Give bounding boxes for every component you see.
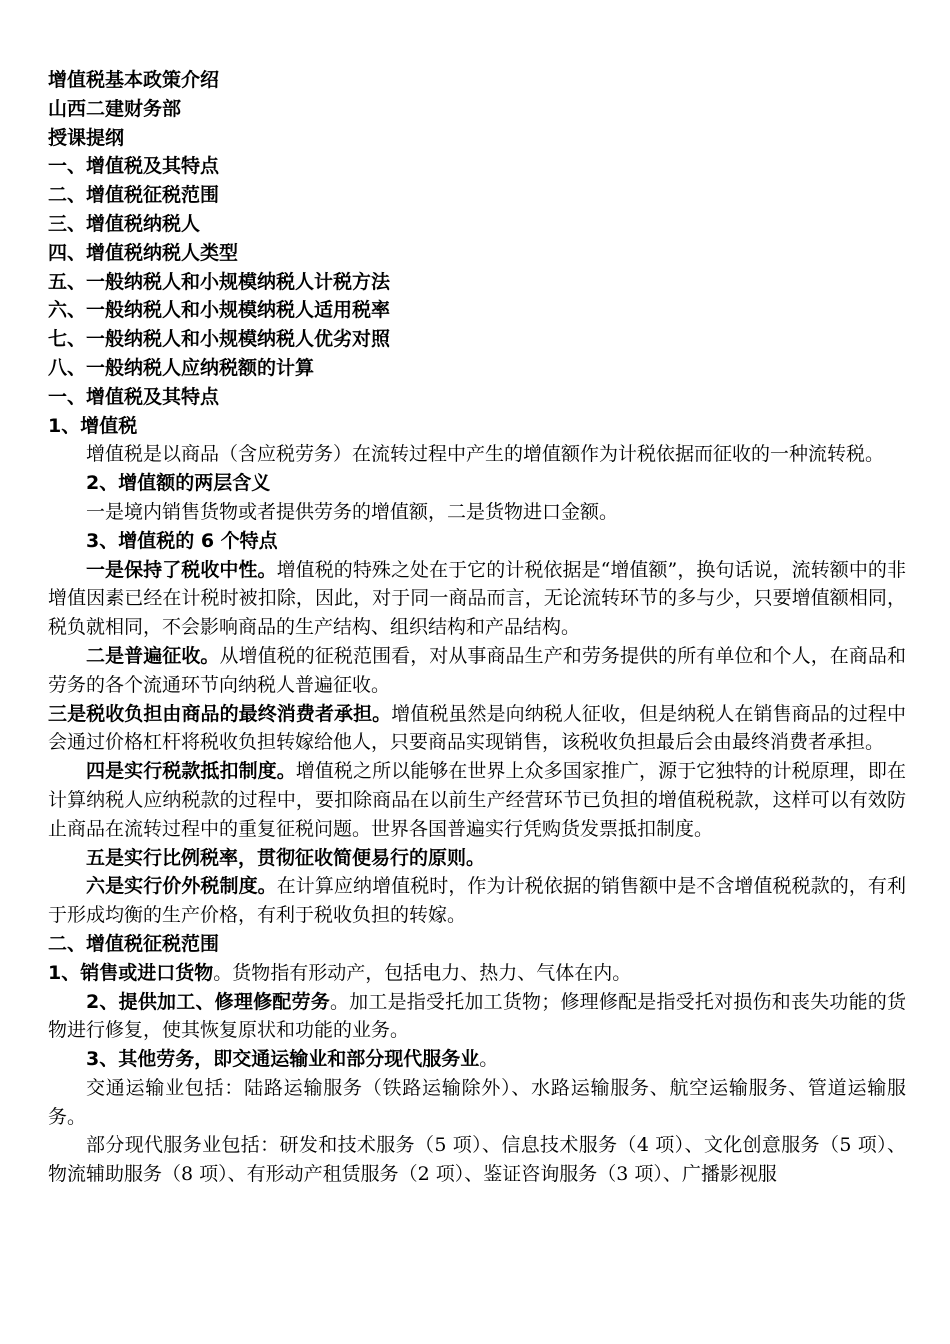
feature-2-text: 从增值税的征税范围看，对从事商品生产和劳务提供的所有单位和个人，在商品和劳务的各个流通环节向纳税人普遍征收。 (48, 644, 906, 696)
outline-heading: 授课提纲 (48, 126, 125, 149)
section-1-sub-2: 2、增值额的两层含义 (86, 472, 271, 495)
scope-item-1-lead: 1、销售或进口货物 (48, 961, 214, 984)
feature-5-paragraph (48, 844, 906, 873)
feature-3-paragraph (48, 700, 906, 758)
doc-title: 增值税基本政策介绍 (48, 69, 220, 91)
scope-item-2 (48, 988, 906, 1046)
outline-item: 八、一般纳税人应纳税额的计算 (48, 356, 315, 379)
outline-item: 二、增值税征税范围 (48, 184, 220, 207)
feature-3-text: 增值税虽然是向纳税人征收，但是纳税人在销售商品的过程中会通过价格杠杆将税收负担转嫁给他人，只要商品实现销售，该税收负担最后会由最终消费者承担。 (48, 702, 906, 754)
scope-item-2-lead: 2、提供加工、修理修配劳务 (86, 990, 330, 1013)
section-2-heading: 二、增值税征税范围 (48, 932, 220, 955)
outline-item: 四、增值税纳税人类型 (48, 241, 239, 264)
feature-1-lead: 一是保持了税收中性。 (86, 558, 277, 581)
feature-1-paragraph (48, 556, 906, 642)
feature-4-paragraph (48, 757, 906, 843)
outline-item: 七、一般纳税人和小规模纳税人优劣对照 (48, 328, 391, 351)
section-1-sub-1: 1、增值税 (48, 414, 138, 437)
transport-services: 交通运输业包括：陆路运输服务（铁路运输除外）、水路运输服务、航空运输服务、管道运输服务。 (48, 1076, 906, 1128)
outline-item: 五、一般纳税人和小规模纳税人计税方法 (48, 270, 391, 293)
feature-4-text: 增值税之所以能够在世界上众多国家推广，源于它独特的计税原理，即在计算纳税人应纳税款的过程中，要扣除商品在以前生产经营环节已负担的增值税税款，这样可以有效防止商品在流转过程中的重复征税问题。世界各国普遍实行凭购货发票抵扣制度。 (48, 760, 906, 840)
value-added-meaning: 一是境内销售货物或者提供劳务的增值额，二是货物进口金额。 (86, 500, 619, 523)
section-1-heading: 一、增值税及其特点 (48, 385, 220, 408)
scope-item-1-text: 。货物指有形动产，包括电力、热力、气体在内。 (213, 961, 632, 984)
scope-item-3 (48, 1045, 906, 1074)
vat-definition: 增值税是以商品（含应税劳务）在流转过程中产生的增值额作为计税依据而征收的一种流转税。 (86, 443, 885, 466)
outline-item: 一、增值税及其特点 (48, 155, 220, 178)
feature-2-lead: 二是普遍征收。 (86, 644, 220, 667)
scope-item-3-lead: 3、其他劳务，即交通运输业和部分现代服务业 (86, 1048, 480, 1071)
modern-services: 部分现代服务业包括：研发和技术服务（5 项）、信息技术服务（4 项）、文化创意服务（5 项）、物流辅助服务（8 项）、有形动产租赁服务（2 项）、鉴证咨询服务（3 项）、广播影视服 (48, 1134, 906, 1186)
feature-6-paragraph (48, 872, 906, 930)
feature-1-text: 增值税的特殊之处在于它的计税依据是“增值额”，换句话说，流转额中的非增值因素已经在计税时被扣除，因此，对于同一商品而言，无论流转环节的多与少，只要增值额相同，税负就相同，不会影响商品的生产结构、组织结构和产品结构。 (48, 558, 906, 639)
feature-3-lead: 三是税收负担由商品的最终消费者承担。 (48, 702, 392, 725)
feature-4-lead: 四是实行税款抵扣制度。 (86, 760, 296, 783)
doc-org: 山西二建财务部 (48, 97, 182, 120)
scope-item-1 (48, 959, 906, 988)
scope-item-2-text: 。加工是指受托加工货物；修理修配是指受托对损伤和丧失功能的货物进行修复，使其恢复原状和功能的业务。 (48, 990, 906, 1042)
document-body (48, 66, 906, 1189)
feature-2-paragraph (48, 642, 906, 700)
outline-item: 三、增值税纳税人 (48, 212, 201, 235)
feature-6-lead: 六是实行价外税制度。 (86, 875, 277, 898)
feature-5-lead: 五是实行比例税率，贯彻征收简便易行的原则。 (86, 846, 486, 869)
section-1-sub-3: 3、增值税的 6 个特点 (86, 529, 278, 552)
feature-6-text: 在计算应纳增值税时，作为计税依据的销售额中是不含增值税税款的，有利于形成均衡的生产价格，有利于税收负担的转嫁。 (48, 875, 906, 927)
scope-item-3-text: 。 (479, 1048, 499, 1071)
outline-item: 六、一般纳税人和小规模纳税人适用税率 (48, 299, 391, 322)
